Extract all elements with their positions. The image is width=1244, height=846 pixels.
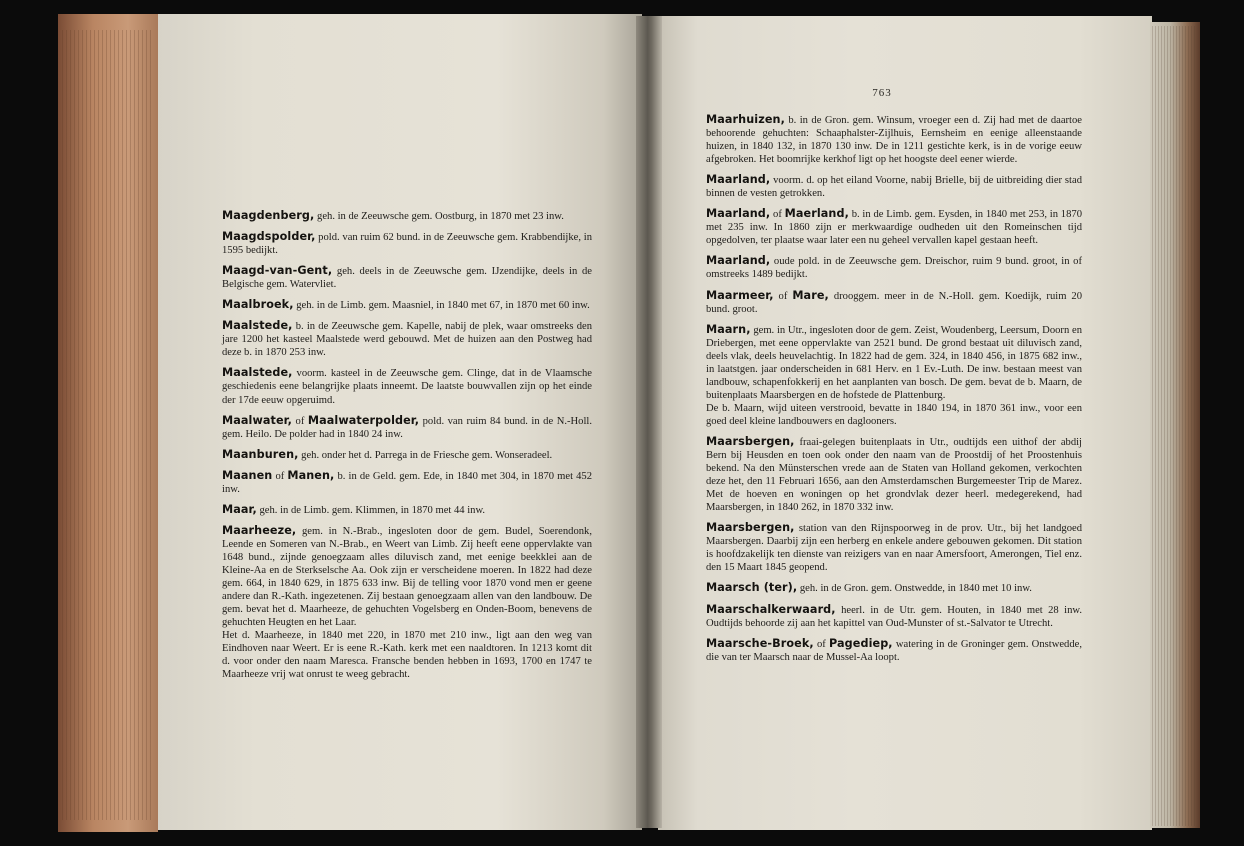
entry-headword: Maanburen, bbox=[222, 447, 299, 461]
entry-headword: Maalbroek, bbox=[222, 298, 294, 312]
dictionary-entry bbox=[706, 289, 1082, 316]
entry-headword: Maagd-van-Gent, bbox=[222, 264, 333, 278]
dictionary-entry bbox=[706, 435, 1082, 514]
entry-paragraph bbox=[222, 524, 592, 629]
entry-paragraph bbox=[222, 230, 592, 257]
entry-text: watering in de Groninger gem. Onstwedde, die van ter Maarsch naar de Mussel-Aa loopt. bbox=[706, 638, 1082, 663]
entry-text: of bbox=[813, 638, 830, 650]
right-column bbox=[706, 113, 1082, 671]
entry-text: heerl. in de Utr. gem. Houten, in 1840 met 28 inw. Oudtijds behoorde zij aan het kapittel van Oud-Munster of st.-Salvator te Utrecht. bbox=[706, 604, 1082, 629]
entry-headword: Maerland, bbox=[784, 207, 849, 221]
entry-headword: Maarland, bbox=[706, 254, 771, 268]
dictionary-entry bbox=[222, 230, 592, 257]
entry-text: of bbox=[773, 290, 793, 302]
entry-text: b. in de Geld. gem. Ede, in 1840 met 304, in 1870 met 452 inw. bbox=[222, 470, 592, 495]
dictionary-entry bbox=[222, 503, 592, 517]
entry-paragraph bbox=[222, 264, 592, 291]
entry-paragraph bbox=[706, 254, 1082, 281]
dictionary-entry bbox=[706, 323, 1082, 428]
entry-paragraph bbox=[706, 113, 1082, 166]
entry-text: geh. in de Limb. gem. Maasniel, in 1840 met 67, in 1870 met 60 inw. bbox=[293, 300, 590, 312]
entry-headword: Maarschalkerwaard, bbox=[706, 602, 836, 616]
entry-paragraph bbox=[706, 289, 1082, 316]
entry-paragraph bbox=[222, 366, 592, 406]
entry-paragraph bbox=[706, 207, 1082, 247]
dictionary-entry bbox=[222, 298, 592, 312]
entry-text: drooggem. meer in de N.-Holl. gem. Koedijk, ruim 20 bund. groot. bbox=[706, 290, 1082, 315]
dictionary-entry bbox=[706, 173, 1082, 200]
entry-headword: Maanen bbox=[222, 468, 273, 482]
entry-headword: Maarmeer, bbox=[706, 288, 774, 302]
entry-text: fraai-gelegen buitenplaats in Utr., oudtijds een uithof der abdij Bern bij Heusden en toen ook onder den naam van de Proostdij of het Proostenhuis bekend. Na den Münsterschen vrede aan de Staten van Holland gekomen, verkochten deze het, den 11 Februari 1656, aan den Amsterdamschen Burgemeester Trip de Marez. Met de hoeven en woningen op het grondvlak dezer heerl. medegerekend, had Maarsbergen, in 1840 262, in 1870 332 inw. bbox=[706, 436, 1082, 514]
entry-paragraph bbox=[222, 503, 592, 517]
entry-headword: Maarland, bbox=[706, 207, 771, 221]
dictionary-entry bbox=[706, 254, 1082, 281]
entry-text: geh. onder het d. Parrega in de Friesche gem. Wonseradeel. bbox=[298, 449, 553, 461]
entry-text: b. in de Limb. gem. Eysden, in 1840 met 253, in 1870 met 235 inw. In 1860 zijn er merkwaardige oudheden uit den Romeinschen tijd opgedolven, ter plaatse waar later een nu geheel vervallen kapel gestaan heeft. bbox=[706, 209, 1082, 247]
page-number: 763 bbox=[872, 87, 892, 99]
entry-paragraph bbox=[222, 469, 592, 496]
dictionary-entry bbox=[706, 581, 1082, 595]
entry-paragraph bbox=[706, 521, 1082, 574]
page-stack-left bbox=[62, 30, 152, 820]
entry-text: oude pold. in de Zeeuwsche gem. Dreischor, ruim 9 bund. groot, in of omstreeks 1489 bedijkt. bbox=[706, 256, 1082, 281]
entry-headword: Maarsche-Broek, bbox=[706, 636, 814, 650]
entry-headword: Maarhuizen, bbox=[706, 113, 785, 126]
entry-text: pold. van ruim 84 bund. in de N.-Holl. gem. Heilo. De polder had in 1840 24 inw. bbox=[222, 415, 593, 440]
left-column bbox=[222, 209, 592, 688]
entry-paragraph bbox=[222, 448, 592, 462]
entry-text: voorm. kasteel in de Zeeuwsche gem. Clinge, dat in de Vlaamsche geschiedenis eene belangrijke plaats inneemt. De laatste bouwvallen zijn op het einde der 17de eeuw opgeruimd. bbox=[222, 368, 592, 406]
entry-text: gem. in N.-Brab., ingesloten door de gem. Budel, Soerendonk, Leende en Someren van N.-Brab., en Weert van Limb. Zij heeft eene oppervlakte van 1648 bund., zijnde genoegzaam alles diluvisch zand, met eenige beekklei aan de Kleine-Aa en de Sterkselsche Aa. Ook zijn er verscheidene moeren. In 1822 had deze gem. 664, in 1840 629, in 1875 633 inw. Bij de telling voor 1870 vond men er geene andere dan R.-Kath. ingezetenen. Zij bestaan genoegzaam allen van den landbouw. De gem. bevat het d. Maarheeze, de gehuchten Vogelsberg en Onden-Boom, benevens de gehuchten Heugten en het Laar. bbox=[222, 525, 592, 629]
entry-text: geh. in de Zeeuwsche gem. Oostburg, in 1870 met 23 inw. bbox=[314, 211, 564, 222]
dictionary-entry bbox=[222, 448, 592, 462]
entry-headword: Pagediep, bbox=[829, 636, 893, 650]
entry-headword: Maarland, bbox=[706, 173, 771, 187]
dictionary-entry bbox=[222, 366, 592, 406]
dictionary-entry bbox=[222, 264, 592, 291]
entry-paragraph bbox=[706, 581, 1082, 595]
entry-paragraph bbox=[706, 435, 1082, 514]
entry-paragraph bbox=[706, 323, 1082, 402]
dictionary-entry bbox=[706, 207, 1082, 247]
entry-paragraph bbox=[222, 414, 592, 441]
entry-paragraph bbox=[706, 603, 1082, 630]
dictionary-entry bbox=[222, 469, 592, 496]
entry-headword: Maalwater, bbox=[222, 413, 293, 427]
entry-headword: Maalstede, bbox=[222, 366, 293, 380]
dictionary-entry bbox=[222, 524, 592, 682]
dictionary-entry bbox=[222, 319, 592, 359]
entry-headword: Maalstede, bbox=[222, 319, 293, 333]
entry-paragraph bbox=[706, 637, 1082, 664]
entry-text: of bbox=[292, 415, 308, 427]
entry-headword: Maagdspolder, bbox=[222, 230, 316, 244]
dictionary-entry bbox=[222, 209, 592, 223]
dictionary-entry bbox=[706, 637, 1082, 664]
book-gutter bbox=[636, 16, 662, 828]
entry-text: of bbox=[272, 470, 288, 482]
entry-headword: Maarsbergen, bbox=[706, 521, 795, 535]
entry-paragraph bbox=[222, 209, 592, 223]
entry-paragraph bbox=[222, 298, 592, 312]
entry-headword: Manen, bbox=[287, 468, 335, 482]
page-stack-right bbox=[1152, 26, 1196, 826]
dictionary-entry bbox=[706, 603, 1082, 630]
entry-paragraph-continued: Het d. Maarheeze, in 1840 met 220, in 1870 met 210 inw., ligt aan den weg van Eindhoven naar Weert. Er is eene R.-Kath. kerk met een naaldtoren. In 1213 komt dit d. voor onder den naam Maresca. Fransche benden hebben in 1693, 1700 en 1747 te Maarheeze vrij wat onrust te weeg gebracht. bbox=[222, 630, 592, 681]
entry-text: geh. deels in de Zeeuwsche gem. IJzendijke, deels in de Belgische gem. Watervliet. bbox=[222, 266, 592, 291]
entry-text: geh. in de Gron. gem. Onstwedde, in 1840 met 10 inw. bbox=[797, 583, 1032, 595]
entry-paragraph-continued: De b. Maarn, wijd uiteen verstrooid, bevatte in 1840 194, in 1870 361 inw., voor een goed deel kleine landbouwers en daglooners. bbox=[706, 402, 1082, 427]
entry-text: geh. in de Limb. gem. Klimmen, in 1870 met 44 inw. bbox=[256, 504, 486, 516]
entry-text: b. in de Gron. gem. Winsum, vroeger een d. Zij had met de daartoe behoorende gehuchten: Schaaphalster-Zijlhuis, Eernsheim en eenige alleenstaande huizen, in 1840 132, in 1870 130 inw. De in 1211 gestichte kerk, is in de vorige eeuw afgebroken. Het boomrijke kerkhof ligt op het hoogste deel eener wierde. bbox=[706, 115, 1082, 166]
dictionary-entry bbox=[706, 521, 1082, 574]
entry-headword: Mare, bbox=[792, 288, 829, 302]
entry-text: pold. van ruim 62 bund. in de Zeeuwsche gem. Krabbendijke, in 1595 bedijkt. bbox=[222, 232, 592, 257]
dictionary-entry bbox=[706, 113, 1082, 166]
entry-headword: Maarn, bbox=[706, 322, 751, 336]
dictionary-entry bbox=[222, 414, 592, 441]
entry-headword: Maarheeze, bbox=[222, 523, 297, 537]
entry-headword: Maalwaterpolder, bbox=[307, 413, 420, 427]
entry-text: of bbox=[770, 209, 785, 221]
entry-text: b. in de Zeeuwsche gem. Kapelle, nabij de plek, waar omstreeks den jare 1200 het kasteel Maalstede werd gebouwd. Met de huizen aan den Postweg had deze b. in 1870 253 inw. bbox=[222, 321, 592, 359]
entry-headword: Maar, bbox=[222, 502, 257, 516]
entry-paragraph bbox=[222, 319, 592, 359]
entry-text: voorm. d. op het eiland Voorne, nabij Brielle, bij de uitbreiding dier stad binnen de vesten getrokken. bbox=[706, 175, 1082, 200]
entry-text: station van den Rijnspoorweg in de prov. Utr., bij het landgoed Maarsbergen. Daarbij zijn een herberg en enkele andere gebouwen gekomen. Dit station is hoofdzakelijk ten dienste van reizigers van en naar Amersfoort, Amerongen, Tiel enz. den 15 Maart 1845 geopend. bbox=[706, 523, 1082, 574]
entry-headword: Maagdenberg, bbox=[222, 209, 315, 222]
entry-paragraph bbox=[706, 173, 1082, 200]
entry-headword: Maarsch (ter), bbox=[706, 581, 798, 595]
entry-text: gem. in Utr., ingesloten door de gem. Zeist, Woudenberg, Leersum, Doorn en Driebergen, met eene oppervlakte van 2521 bund. De grond bestaat uit diluvisch zand, deels vlak, deels heuvelachtig. In 1822 had de gem. 324, in 1840 456, in 1875 682 inw., in laatstgen. jaar onderscheiden in 681 Herv. en 1 Ev.-Luth. De inw. bestaan meest van landbouw, schapenfokkerij en het aanplanten van bosch. De gem. bevat de b. Maarn, de buitenplaats Maarsbergen en de hofstede de Plattenburg. bbox=[706, 324, 1082, 401]
entry-headword: Maarsbergen, bbox=[706, 434, 795, 448]
